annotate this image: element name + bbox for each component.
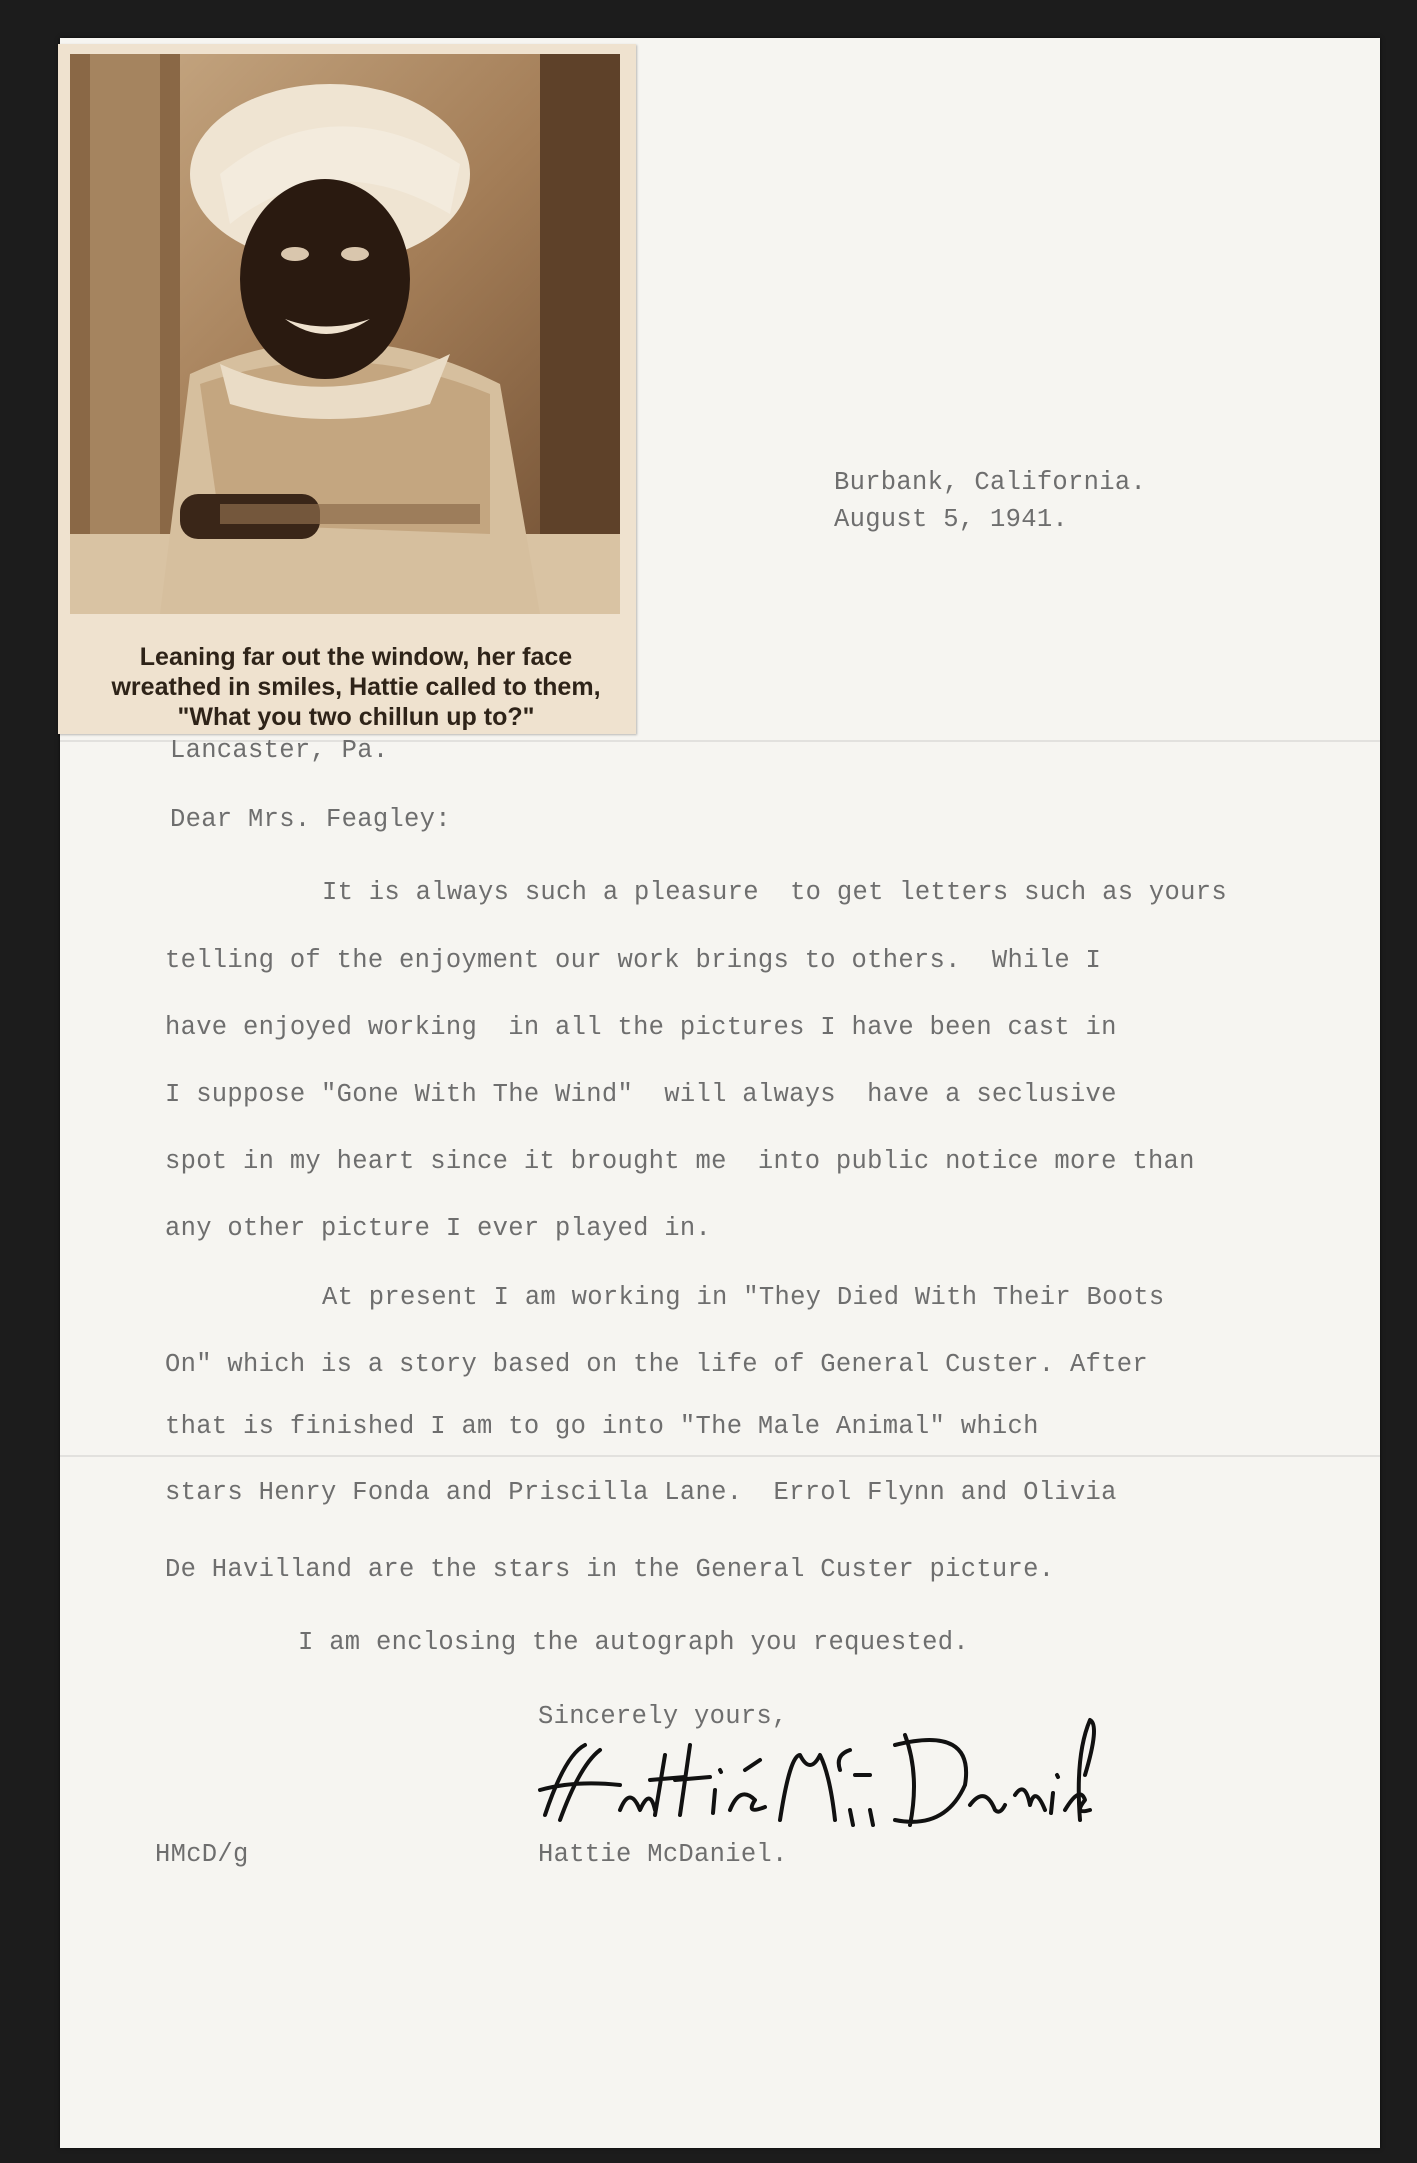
body-line: On" which is a story based on the life of General Custer. After: [165, 1350, 1148, 1379]
body-line: De Havilland are the stars in the General Custer picture.: [165, 1555, 1055, 1584]
letter-salutation: Dear Mrs. Feagley:: [170, 805, 451, 834]
handwritten-signature: [525, 1715, 1100, 1845]
body-line: any other picture I ever played in.: [165, 1214, 712, 1243]
body-line: have enjoyed working in all the pictures I have been cast in: [165, 1013, 1117, 1042]
body-line: At present I am working in "They Died With Their Boots: [322, 1283, 1165, 1312]
letter-closing: Sincerely yours,: [538, 1702, 788, 1731]
body-line: that is finished I am to go into "The Male Animal" which: [165, 1412, 1039, 1441]
clipping-caption: Leaning far out the window, her face wreathed in smiles, Hattie called to them, "What you two chillun up to?": [111, 643, 601, 731]
newspaper-clipping: [58, 44, 636, 734]
letter-place: Burbank, California.: [834, 468, 1147, 497]
typed-signatory-name: Hattie McDaniel.: [538, 1840, 788, 1869]
letter-date: August 5, 1941.: [834, 505, 1069, 534]
body-line: It is always such a pleasure to get letters such as yours: [322, 878, 1227, 907]
recipient-city: Lancaster, Pa.: [170, 736, 389, 765]
body-line: I am enclosing the autograph you requested.: [298, 1628, 969, 1657]
body-line: I suppose "Gone With The Wind" will always have a seclusive: [165, 1080, 1117, 1109]
body-line: spot in my heart since it brought me into public notice more than: [165, 1147, 1195, 1176]
fold-line-lower: [60, 1455, 1380, 1457]
body-line: telling of the enjoyment our work brings to others. While I: [165, 946, 1102, 975]
typist-initials: HMcD/g: [155, 1840, 249, 1869]
body-line: stars Henry Fonda and Priscilla Lane. Errol Flynn and Olivia: [165, 1478, 1117, 1507]
clipping-photo: [70, 54, 620, 614]
